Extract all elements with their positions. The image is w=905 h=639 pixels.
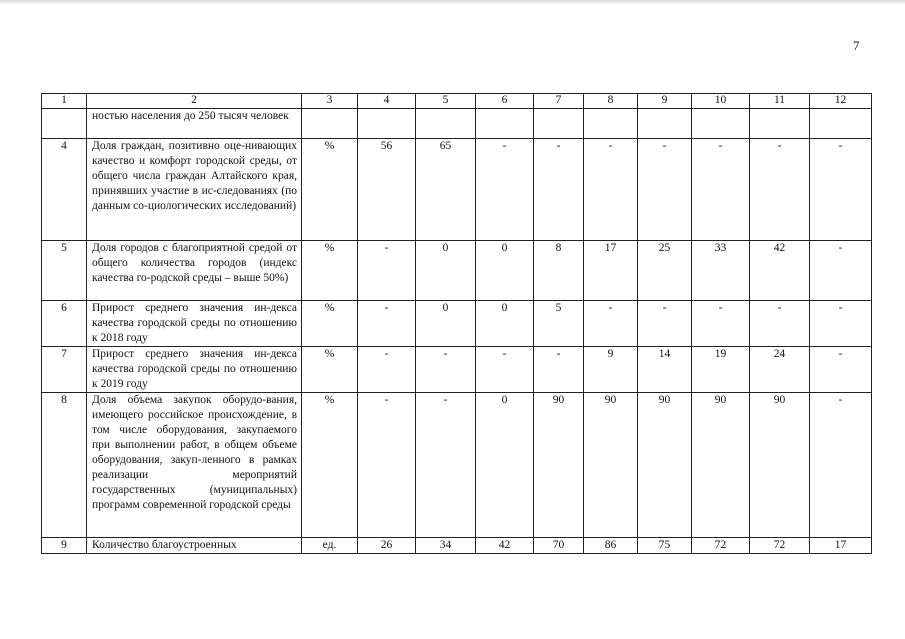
value-cell: -	[810, 301, 872, 347]
value-cell: -	[534, 347, 584, 393]
unit-cell: ед.	[302, 538, 358, 554]
value-cell: 42	[750, 241, 810, 301]
unit-cell: %	[302, 139, 358, 241]
value-cell: 90	[692, 393, 750, 538]
table-row	[42, 538, 872, 554]
value-cell: -	[416, 347, 476, 393]
header-cell: 5	[416, 94, 476, 109]
value-cell: 56	[358, 139, 416, 241]
unit-cell: %	[302, 393, 358, 538]
value-cell	[638, 109, 692, 139]
indicator-name-cell: Прирост среднего значения ин-декса качества городской среды по отношению к 2019 году	[87, 347, 302, 393]
table-header-row	[42, 94, 872, 109]
row-number-cell: 4	[42, 139, 87, 241]
unit-cell: %	[302, 347, 358, 393]
value-cell: 90	[534, 393, 584, 538]
value-cell: 25	[638, 241, 692, 301]
indicator-name-cell: Доля городов с благоприятной средой от общего количества городов (индекс качества го-родской среды – выше 50%)	[87, 241, 302, 301]
page-number: 7	[853, 38, 860, 53]
value-cell: -	[476, 347, 534, 393]
value-cell: 90	[638, 393, 692, 538]
value-cell: 75	[638, 538, 692, 554]
header-cell: 2	[87, 94, 302, 109]
value-cell: 72	[750, 538, 810, 554]
value-cell: 33	[692, 241, 750, 301]
value-cell: 0	[416, 241, 476, 301]
value-cell: -	[810, 393, 872, 538]
value-cell	[584, 109, 638, 139]
unit-cell: %	[302, 301, 358, 347]
value-cell: 17	[810, 538, 872, 554]
value-cell: -	[534, 139, 584, 241]
value-cell: -	[358, 301, 416, 347]
value-cell: -	[476, 139, 534, 241]
value-cell: 0	[476, 301, 534, 347]
value-cell: -	[416, 393, 476, 538]
value-cell: 17	[584, 241, 638, 301]
value-cell: -	[692, 301, 750, 347]
row-number-cell	[42, 109, 87, 139]
value-cell: 0	[476, 393, 534, 538]
value-cell	[476, 109, 534, 139]
header-cell: 12	[810, 94, 872, 109]
value-cell: 0	[476, 241, 534, 301]
value-cell: 9	[584, 347, 638, 393]
value-cell: -	[810, 139, 872, 241]
indicator-name-cell: ностью населения до 250 тысяч человек	[87, 109, 302, 139]
table-row	[42, 347, 872, 393]
value-cell: 42	[476, 538, 534, 554]
header-cell: 8	[584, 94, 638, 109]
value-cell: 26	[358, 538, 416, 554]
indicator-name-cell: Количество благоустроенных	[87, 538, 302, 554]
value-cell: -	[750, 139, 810, 241]
unit-cell: %	[302, 241, 358, 301]
header-cell: 3	[302, 94, 358, 109]
value-cell: -	[692, 139, 750, 241]
row-number-cell: 5	[42, 241, 87, 301]
header-cell: 10	[692, 94, 750, 109]
value-cell: -	[810, 347, 872, 393]
header-cell: 9	[638, 94, 692, 109]
value-cell: 86	[584, 538, 638, 554]
value-cell	[750, 109, 810, 139]
header-cell: 11	[750, 94, 810, 109]
row-number-cell: 9	[42, 538, 87, 554]
value-cell: 90	[750, 393, 810, 538]
header-cell: 4	[358, 94, 416, 109]
table-row	[42, 241, 872, 301]
scan-edge	[0, 0, 905, 5]
header-cell: 6	[476, 94, 534, 109]
value-cell: -	[638, 139, 692, 241]
unit-cell	[302, 109, 358, 139]
table-row	[42, 139, 872, 241]
value-cell: 14	[638, 347, 692, 393]
header-cell: 1	[42, 94, 87, 109]
value-cell: -	[638, 301, 692, 347]
table-row	[42, 393, 872, 538]
value-cell: -	[358, 241, 416, 301]
table-row	[42, 109, 872, 139]
value-cell: 90	[584, 393, 638, 538]
value-cell: -	[810, 241, 872, 301]
indicator-name-cell: Прирост среднего значения ин-декса качества городской среды по отношению к 2018 году	[87, 301, 302, 347]
value-cell: -	[584, 139, 638, 241]
value-cell: 19	[692, 347, 750, 393]
indicators-table	[41, 93, 872, 554]
value-cell	[692, 109, 750, 139]
row-number-cell: 8	[42, 393, 87, 538]
indicator-name-cell: Доля объема закупок оборудо-вания, имеющего российское происхождение, в том числе оборудования, закупаемого при выполнении работ, в общем объеме оборудования, закуп-ленного в рамках реализации мероприятий государственных (муниципальных) программ современной городской среды	[87, 393, 302, 538]
table-row	[42, 301, 872, 347]
value-cell	[358, 109, 416, 139]
value-cell: 24	[750, 347, 810, 393]
value-cell: 5	[534, 301, 584, 347]
value-cell: 72	[692, 538, 750, 554]
row-number-cell: 6	[42, 301, 87, 347]
value-cell: 8	[534, 241, 584, 301]
value-cell: -	[358, 347, 416, 393]
row-number-cell: 7	[42, 347, 87, 393]
value-cell: -	[358, 393, 416, 538]
value-cell: -	[750, 301, 810, 347]
value-cell	[534, 109, 584, 139]
value-cell: 65	[416, 139, 476, 241]
header-cell: 7	[534, 94, 584, 109]
value-cell	[416, 109, 476, 139]
value-cell: 34	[416, 538, 476, 554]
value-cell	[810, 109, 872, 139]
value-cell: 0	[416, 301, 476, 347]
value-cell: 70	[534, 538, 584, 554]
value-cell: -	[584, 301, 638, 347]
indicator-name-cell: Доля граждан, позитивно оце-нивающих качество и комфорт городской среды, от общего числа граждан Алтайского края, принявших участие в ис-следованиях (по данным со-циологических исследований)	[87, 139, 302, 241]
